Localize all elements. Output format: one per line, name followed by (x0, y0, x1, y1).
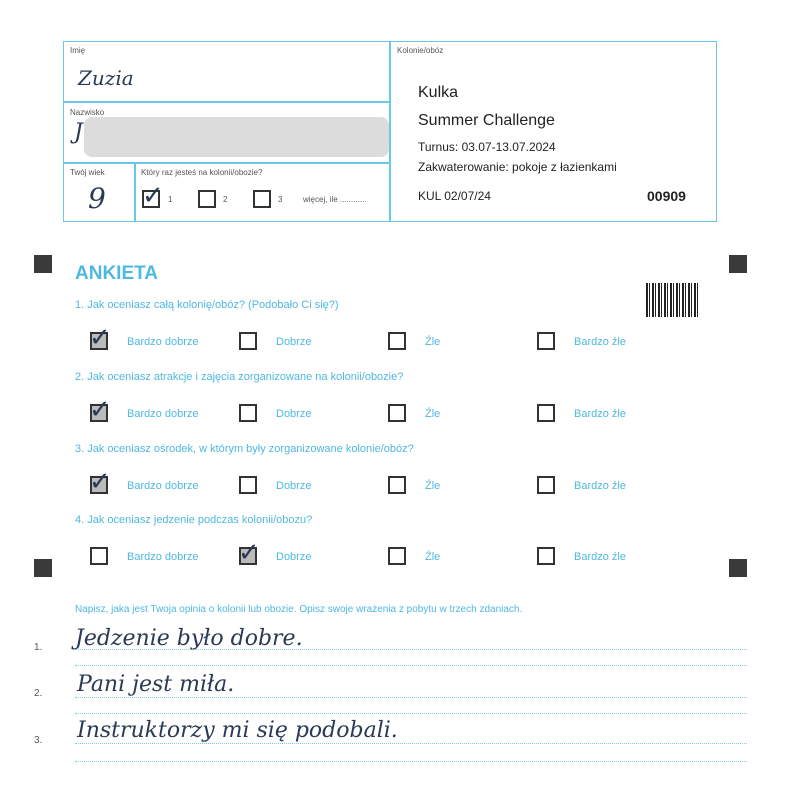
divider-nazwisko (63, 162, 390, 164)
line-2-dots-lower (75, 713, 747, 714)
line-1-dots (75, 649, 747, 650)
corner-marker-top-right (729, 255, 747, 273)
line-3-number: 3. (34, 735, 43, 746)
corner-marker-top-left (34, 255, 52, 273)
line-1-dots-lower (75, 665, 747, 666)
corner-marker-bottom-left (34, 559, 52, 577)
q2-zle-checkbox[interactable] (388, 404, 406, 422)
q1-bardzo-zle-checkbox[interactable] (537, 332, 555, 350)
opinion-line-3[interactable]: Instruktorzy mi się podobali. (77, 718, 398, 743)
times-3-label: 3 (278, 195, 283, 204)
survey-title: ANKIETA (75, 263, 159, 284)
redaction-bar (84, 117, 389, 157)
q4-option-label: Bardzo dobrze (127, 551, 199, 563)
line-3-dots-lower (75, 761, 747, 762)
q4-option-label: Dobrze (276, 551, 312, 563)
q4-zle-checkbox[interactable] (388, 547, 406, 565)
wiek-value[interactable]: 9 (88, 182, 106, 215)
q1-dobrze-checkbox[interactable] (239, 332, 257, 350)
nazwisko-label: Nazwisko (70, 108, 105, 117)
check-mark-icon: ✓ (89, 322, 111, 352)
q3-option-label: Bardzo dobrze (127, 480, 199, 492)
q1-option-label: Źle (425, 336, 441, 348)
times-1-label: 1 (168, 195, 173, 204)
q2-option-label: Bardzo źle (574, 408, 626, 420)
q1-option-label: Bardzo źle (574, 336, 626, 348)
corner-marker-bottom-right (729, 559, 747, 577)
q3-dobrze-checkbox[interactable] (239, 476, 257, 494)
times-3-checkbox[interactable] (253, 190, 271, 208)
imie-label: Imię (70, 46, 86, 55)
q3-option-label: Bardzo źle (574, 480, 626, 492)
q4-option-label: Źle (425, 551, 441, 563)
q4-bardzo-zle-checkbox[interactable] (537, 547, 555, 565)
line-3-dots (75, 743, 747, 744)
q3-option-label: Źle (425, 480, 441, 492)
check-mark-icon: ✓ (89, 466, 111, 496)
q3-zle-checkbox[interactable] (388, 476, 406, 494)
line-2-dots (75, 697, 747, 698)
opinion-line-2[interactable]: Pani jest miła. (77, 672, 235, 697)
form-number: 00909 (647, 188, 686, 204)
q1-option-label: Bardzo dobrze (127, 336, 199, 348)
opinion-prompt: Napisz, jaka jest Twoja opinia o kolonii lub obozie. Opisz swoje wrażenia z pobytu w trzech zdaniach. (75, 604, 523, 615)
q2-option-label: Źle (425, 408, 441, 420)
header-divider (389, 41, 391, 222)
q1-zle-checkbox[interactable] (388, 332, 406, 350)
check-mark-icon: ✓ (238, 537, 260, 567)
times-2-checkbox[interactable] (198, 190, 216, 208)
q4-option-label: Bardzo źle (574, 551, 626, 563)
barcode (646, 283, 700, 317)
kolonia-code: KUL 02/07/24 (418, 189, 491, 203)
q2-bardzo-zle-checkbox[interactable] (537, 404, 555, 422)
q4-bardzo-dobrze-checkbox[interactable] (90, 547, 108, 565)
q2-dobrze-checkbox[interactable] (239, 404, 257, 422)
turnus: Turnus: 03.07-13.07.2024 (418, 140, 556, 154)
question-2-text: 2. Jak oceniasz atrakcje i zajęcia zorganizowane na kolonii/obozie? (75, 371, 404, 383)
kolonia-program: Summer Challenge (418, 112, 555, 129)
kolonia-label: Kolonie/obóz (397, 46, 444, 55)
nazwisko-value[interactable]: J (74, 120, 83, 145)
question-4-text: 4. Jak oceniasz jedzenie podczas kolonii/obozu? (75, 514, 313, 526)
question-3-text: 3. Jak oceniasz ośrodek, w którym były zorganizowane kolonie/obóz? (75, 443, 414, 455)
question-1-text: 1. Jak oceniasz całą kolonię/obóz? (Podobało Ci się?) (75, 299, 339, 311)
q2-option-label: Bardzo dobrze (127, 408, 199, 420)
zakwaterowanie: Zakwaterowanie: pokoje z łazienkami (418, 160, 617, 174)
divider-imie (63, 101, 390, 103)
kolonia-name: Kulka (418, 84, 459, 101)
check-mark-icon: ✓ (142, 180, 164, 210)
q2-option-label: Dobrze (276, 408, 312, 420)
q3-option-label: Dobrze (276, 480, 312, 492)
divider-wiek (134, 162, 136, 222)
check-mark-icon: ✓ (89, 394, 111, 424)
times-2-label: 2 (223, 195, 228, 204)
q3-bardzo-zle-checkbox[interactable] (537, 476, 555, 494)
opinion-line-1[interactable]: Jedzenie było dobre. (75, 626, 303, 651)
q1-option-label: Dobrze (276, 336, 312, 348)
ktory-raz-label: Który raz jesteś na kolonii/obozie? (141, 168, 263, 177)
imie-value[interactable]: Zuzia (78, 66, 134, 90)
line-2-number: 2. (34, 688, 43, 699)
wiecej-label: więcej, ile ............ (303, 195, 367, 204)
wiek-label: Twój wiek (70, 168, 105, 177)
line-1-number: 1. (34, 642, 43, 653)
